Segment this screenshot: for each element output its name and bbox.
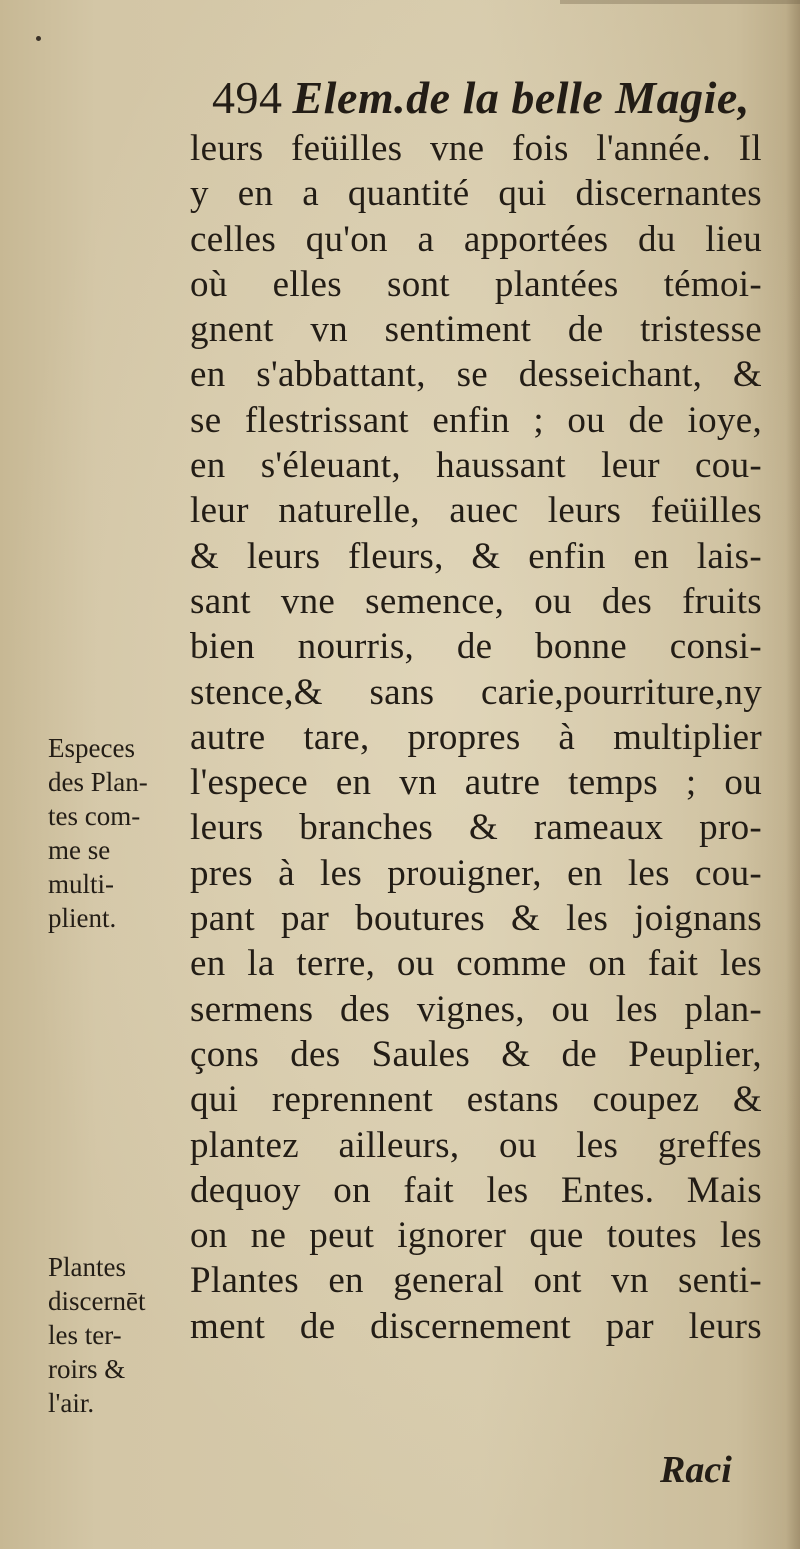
text-line: se flestrissant enfin ; ou de ioye, [190, 399, 762, 441]
marginal-note-line: tes com- [48, 801, 141, 831]
marginal-note-line: plient. [48, 903, 117, 933]
catchword: Raci [660, 1449, 732, 1491]
marginal-note-line: Plantes [48, 1252, 126, 1282]
page-edge-shadow [786, 0, 800, 1549]
text-line: leurs feüilles vne fois l'année. Il [190, 128, 762, 169]
text-line: plantez ailleurs, ou les greffes [190, 1124, 762, 1166]
marginal-note-plantes [48, 1250, 188, 1420]
marginal-note-line: l'air. [48, 1388, 95, 1418]
text-line: leurs branches & rameaux pro- [190, 807, 762, 849]
text-line: sant vne semence, ou des fruits [190, 580, 762, 622]
marginal-note-line: multi- [48, 869, 114, 899]
text-line: Plantes en general ont vn senti- [190, 1260, 762, 1302]
body-text [190, 126, 762, 1349]
text-line: y en a quantité qui discernantes [190, 173, 762, 215]
marginal-note-line: les ter- [48, 1320, 122, 1350]
text-line: où elles sont plantées témoi- [190, 263, 762, 305]
marginal-note-line: des Plan- [48, 767, 148, 797]
text-line: stence,& sans carie,pourriture,ny [190, 671, 762, 713]
marginal-note-line: Especes [48, 733, 135, 763]
text-line: bien nourris, de bonne consi- [190, 626, 762, 668]
text-line: en la terre, ou comme on fait les [190, 943, 762, 985]
text-line: pant par boutures & les joignans [190, 898, 762, 940]
running-head [212, 70, 772, 126]
running-title: Elem.de la belle Magie, [292, 72, 750, 123]
text-line: ment de discernement par leurs [190, 1305, 762, 1347]
text-line: l'espece en vn autre temps ; ou [190, 762, 762, 804]
text-line: gnent vn sentiment de tristesse [190, 309, 762, 351]
marginal-note-line: me se [48, 835, 111, 865]
text-line: dequoy on fait les Entes. Mais [190, 1169, 762, 1211]
text-line: autre tare, propres à multiplier [190, 716, 762, 758]
text-line: leur naturelle, auec leurs feüilles [190, 490, 762, 532]
marginal-note-line: roirs & [48, 1354, 126, 1384]
text-line: sermens des vignes, ou les plan- [190, 988, 762, 1030]
text-line: celles qu'on a apportées du lieu [190, 218, 762, 260]
text-line: pres à les prouigner, en les cou- [190, 852, 762, 894]
text-line: en s'abbattant, se desseichant, & [190, 354, 762, 396]
text-line: çons des Saules & de Peuplier, [190, 1033, 762, 1075]
page-number: 494 [212, 72, 283, 123]
marginal-note-especes [48, 731, 188, 935]
text-line: qui reprennent estans coupez & [190, 1079, 762, 1121]
ink-speck [36, 36, 41, 41]
text-line: on ne peut ignorer que toutes les [190, 1215, 762, 1257]
text-line: & leurs fleurs, & enfin en lais- [190, 535, 762, 577]
top-edge-mark [560, 0, 800, 4]
marginal-note-line: discernēt [48, 1286, 146, 1316]
text-line: en s'éleuant, haussant leur cou- [190, 445, 762, 487]
